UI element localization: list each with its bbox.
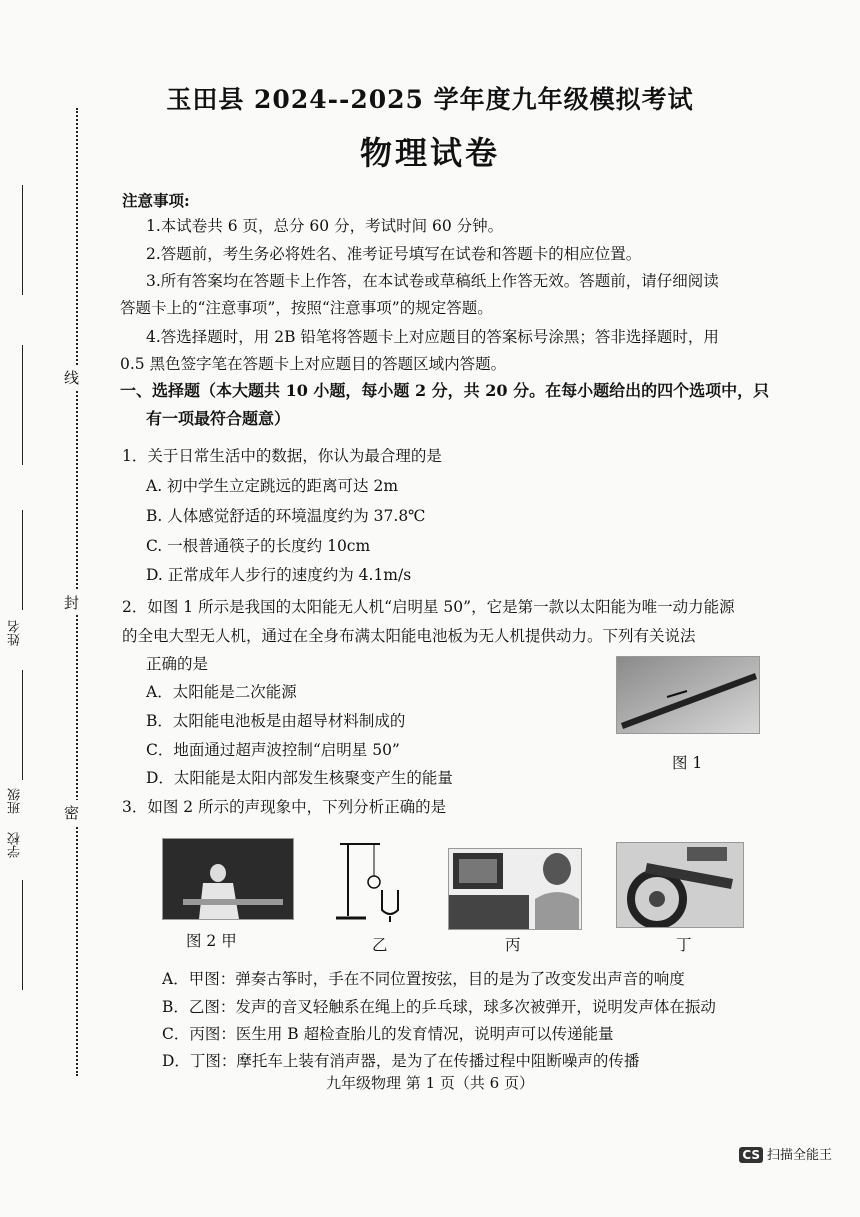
binding-char-secret: 密 bbox=[64, 800, 79, 825]
binding-char-line: 线 bbox=[64, 365, 79, 390]
blank-line-name bbox=[22, 510, 23, 610]
exam-title: 玉田县 2024--2025 学年度九年级模拟考试 bbox=[166, 85, 694, 114]
q3-stem: 3．如图 2 所示的声现象中，下列分析正确的是 bbox=[122, 798, 447, 816]
q2-stem: 2．如图 1 所示是我国的太阳能无人机“启明星 50”，它是第一款以太阳能为唯一动力能源 bbox=[122, 598, 735, 616]
q3-option-b: B．乙图：发声的音叉轻触系在绳上的乒乓球，球多次被弹开，说明发声体在振动 bbox=[162, 998, 716, 1016]
q2-stem: 正确的是 bbox=[146, 655, 209, 673]
figure-2-caption-c: 丙 bbox=[505, 936, 521, 954]
page-footer: 九年级物理 第 1 页（共 6 页） bbox=[326, 1074, 534, 1092]
notice-heading: 注意事项: bbox=[122, 191, 190, 210]
q1-option-d: D. 正常成年人步行的速度约为 4.1m/s bbox=[146, 566, 412, 584]
blank-line-school bbox=[22, 880, 23, 990]
blank-line-top bbox=[22, 185, 23, 295]
figure-2-caption-b: 乙 bbox=[372, 936, 388, 954]
notice-item: 2.答题前，考生务必将姓名、准考证号填写在试卷和答题卡的相应位置。 bbox=[146, 245, 642, 263]
scanner-text: 扫描全能王 bbox=[766, 1148, 832, 1163]
q3-option-c: C．丙图：医生用 B 超检查胎儿的发育情况，说明声可以传递能量 bbox=[162, 1025, 614, 1043]
section-heading: 一、选择题（本大题共 10 小题，每小题 2 分，共 20 分。在每小题给出的四个选项中，只 bbox=[120, 381, 770, 400]
figure-2-ultrasound-photo bbox=[448, 848, 582, 930]
subject-title: 物理试卷 bbox=[359, 134, 500, 172]
notice-item: 3.所有答案均在答题卡上作答，在本试卷或草稿纸上作答无效。答题前，请仔细阅读 bbox=[146, 272, 719, 290]
q2-option-b: B．太阳能电池板是由超导材料制成的 bbox=[146, 712, 406, 730]
notice-item: 4.答选择题时，用 2B 铅笔将答题卡上对应题目的答案标号涂黑；答非选择题时，用 bbox=[146, 328, 719, 346]
q3-option-d: D．丁图：摩托车上装有消声器，是为了在传播过程中阻断噪声的传播 bbox=[162, 1052, 640, 1070]
figure-2-guzheng-photo bbox=[162, 838, 294, 920]
q1-stem: 1．关于日常生活中的数据，你认为最合理的是 bbox=[122, 447, 442, 465]
figure-1-drone-photo bbox=[616, 656, 760, 734]
q2-stem: 的全电大型无人机，通过在全身布满太阳能电池板为无人机提供动力。下列有关说法 bbox=[122, 627, 696, 645]
q1-option-a: A. 初中学生立定跳远的距离可达 2m bbox=[146, 477, 399, 495]
notice-item: 答题卡上的“注意事项”，按照“注意事项”的规定答题。 bbox=[120, 299, 493, 317]
binding-char-seal: 封 bbox=[64, 590, 79, 615]
notice-item: 1.本试卷共 6 页，总分 60 分，考试时间 60 分钟。 bbox=[146, 217, 504, 235]
blank-line-name-top bbox=[22, 345, 23, 465]
school-label: 学校 bbox=[8, 832, 23, 858]
class-label: 班级 bbox=[8, 788, 23, 814]
q2-option-d: D．太阳能是太阳内部发生核聚变产生的能量 bbox=[146, 769, 453, 787]
figure-2-caption-d: 丁 bbox=[676, 936, 692, 954]
figure-1-caption: 图 1 bbox=[672, 754, 703, 772]
figure-2-caption-a: 图 2 甲 bbox=[186, 932, 237, 950]
name-label: 姓名 bbox=[8, 620, 23, 646]
q2-option-c: C．地面通过超声波控制“启明星 50” bbox=[146, 741, 400, 759]
q1-option-b: B. 人体感觉舒适的环境温度约为 37.8℃ bbox=[146, 507, 426, 525]
cs-logo-icon: CS bbox=[739, 1147, 763, 1163]
q2-option-a: A．太阳能是二次能源 bbox=[146, 683, 297, 701]
section-heading-cont: 有一项最符合题意） bbox=[146, 409, 291, 428]
q1-option-c: C. 一根普通筷子的长度约 10cm bbox=[146, 537, 371, 555]
figure-2-tuning-fork-drawing bbox=[330, 836, 410, 924]
figure-2-motorcycle-photo bbox=[616, 842, 744, 928]
q3-option-a: A．甲图：弹奏古筝时，手在不同位置按弦，目的是为了改变发出声音的响度 bbox=[162, 970, 685, 988]
notice-item: 0.5 黑色签字笔在答题卡上对应题目的答题区域内答题。 bbox=[120, 355, 507, 373]
scanner-watermark bbox=[739, 1144, 832, 1163]
blank-line-class bbox=[22, 670, 23, 780]
